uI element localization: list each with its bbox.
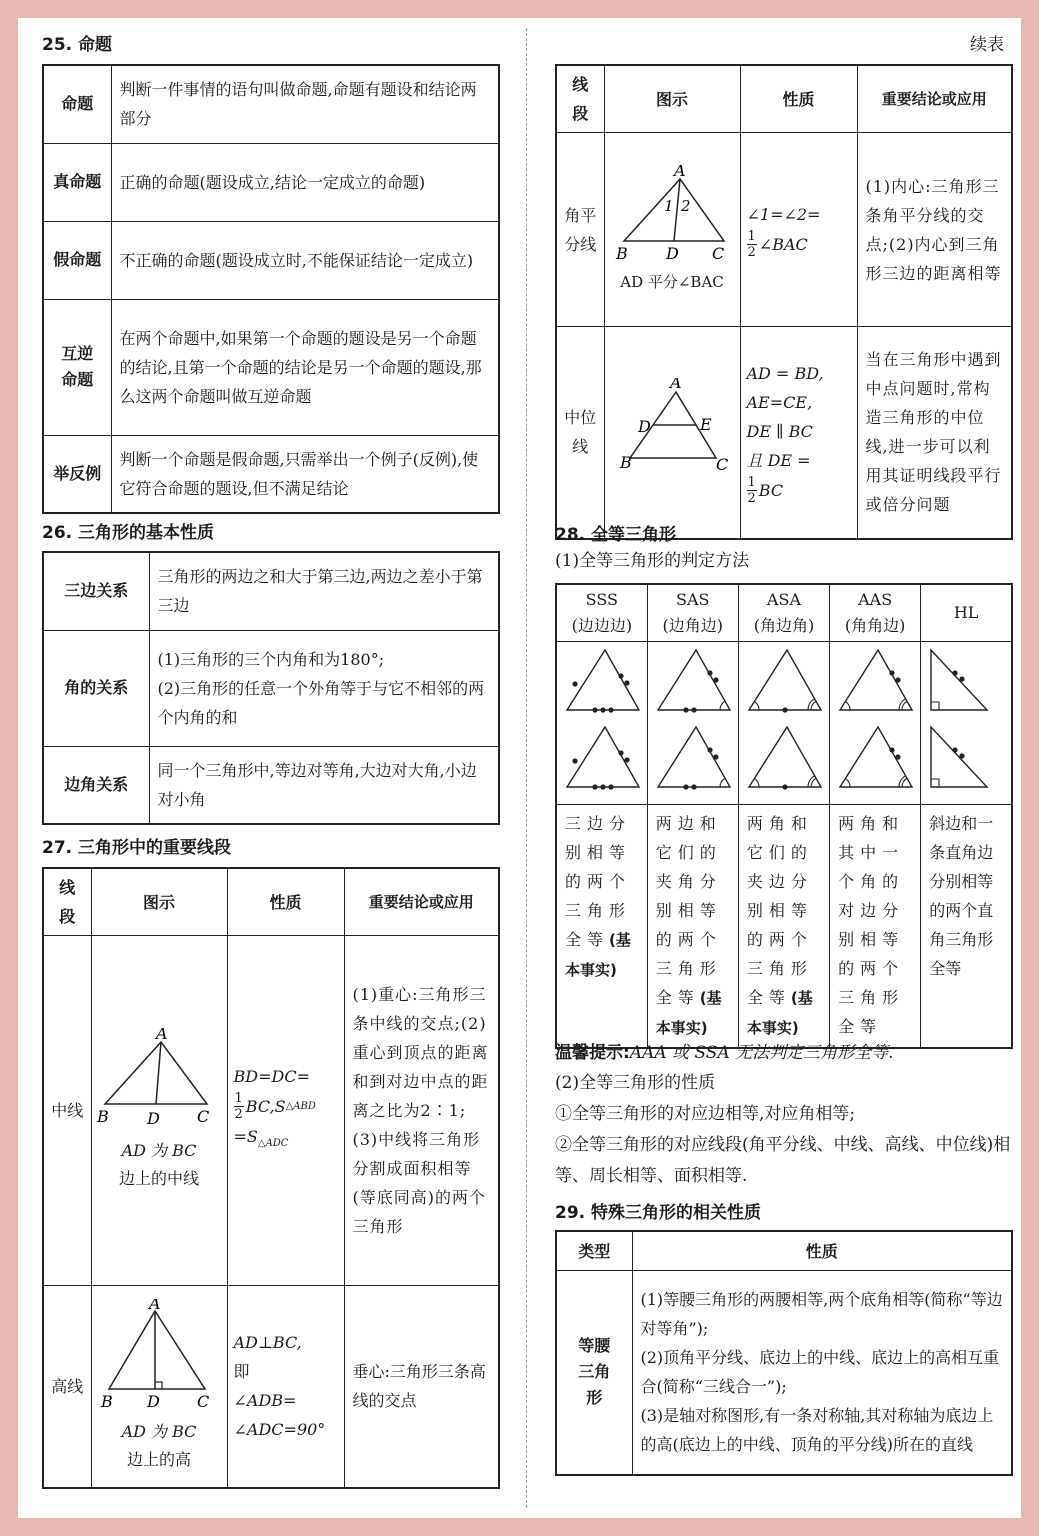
svg-text:A: A: [674, 165, 686, 180]
def-side-relation: 三角形的两边之和大于第三边,两边之差小于第三边: [149, 552, 499, 630]
criterion-name: ASA: [766, 590, 801, 609]
criterion-triangle-2: [834, 723, 916, 791]
midline-prop-5: BC: [758, 480, 784, 500]
svg-text:C: C: [197, 1391, 210, 1409]
def-counterexample: 判断一个命题是假命题,只需举出一个例子(反例),使它符合命题的题设,但不满足结论: [111, 435, 499, 513]
congruence-properties-subtitle: (2)全等三角形的性质: [555, 1073, 716, 1093]
altitude-prop-2: 即: [233, 1362, 250, 1382]
svg-text:A: A: [670, 377, 682, 392]
midline-prop-1: AD = BD,: [746, 363, 824, 383]
altitude-prop-3: ∠ADB=: [233, 1391, 297, 1411]
conclusion-angle-bisector: (1)内心:三角形三条角平分线的交点;(2)内心到三角形三边的距离相等: [857, 133, 1012, 327]
criterion-header-sss: [556, 584, 647, 642]
congruence-property-2: ②全等三角形的对应线段(角平分线、中线、高线、中位线)相等、周长相等、面积相等.: [555, 1135, 1011, 1186]
section-25-title: 25. 命题: [42, 35, 113, 55]
table-propositions: [42, 64, 500, 514]
criterion-header-aas: [830, 584, 921, 642]
criterion-header-hl: [921, 584, 1012, 642]
bisector-prop-1: ∠1=∠2=: [746, 204, 821, 224]
svg-text:D: D: [638, 416, 651, 436]
def-converse-proposition: 在两个命题中,如果第一个命题的题设是另一个命题的结论,且第一个命题的结论是另一个命题的题设,那么这两个命题叫做互逆命题: [111, 299, 499, 435]
conclusion-midline: 当在三角形中遇到中点问题时,常构造三角形的中位线,进一步可以利用其证明线段平行或倍分问题: [857, 327, 1012, 539]
criterion-triangle-1: [652, 646, 734, 714]
congruence-property-1: ①全等三角形的对应边相等,对应角相等;: [555, 1104, 856, 1124]
property-angle-bisector: ∠1=∠2= 1 2 ∠BAC: [740, 133, 857, 327]
header-segment: 线段: [556, 65, 604, 133]
section-28-title: 28. 全等三角形: [555, 525, 677, 545]
table-triangle-properties: [42, 551, 500, 825]
property-altitude: [227, 1286, 344, 1488]
altitude-caption-1: AD 为 BC: [121, 1421, 197, 1441]
figure-median: [91, 936, 227, 1286]
criterion-text: 两角和它们的夹边分别相等的两个三角形全等: [746, 814, 813, 1007]
criterion-name: AAS: [858, 590, 893, 609]
angle-bisector-caption: AD 平分∠BAC: [620, 273, 724, 291]
term-counterexample: 举反例: [43, 435, 111, 513]
criterion-description-sss: [556, 805, 647, 1049]
criterion-triangle-1: [561, 646, 643, 714]
criterion-figure-hl: [921, 642, 1012, 805]
criterion-description-sas: [647, 805, 738, 1049]
header-type: 类型: [556, 1231, 632, 1271]
header-conclusion: 重要结论或应用: [344, 868, 499, 936]
segment-altitude: 高线: [43, 1286, 91, 1488]
median-caption-1: AD 为 BC: [121, 1141, 197, 1160]
criterion-triangle-2: [925, 723, 1007, 791]
criterion-header-asa: [738, 584, 829, 642]
segment-midline: 中位线: [556, 327, 604, 539]
def-true-proposition: 正确的命题(题设成立,结论一定成立的命题): [111, 143, 499, 221]
def-proposition: 判断一件事情的语句叫做命题,命题有题设和结论两部分: [111, 65, 499, 143]
svg-text:E: E: [700, 414, 712, 434]
warm-tip: [555, 1038, 894, 1069]
criterion-triangle-2: [561, 723, 643, 791]
altitude-prop-4: ∠ADC=90°: [233, 1420, 326, 1440]
svg-text:C: C: [712, 244, 725, 261]
criterion-text: 两边和它们的夹角分别相等的两个三角形全等: [655, 814, 722, 1007]
median-prop-1: BD=DC=: [233, 1067, 310, 1087]
table-important-segments: [42, 867, 500, 1489]
conclusion-altitude: 垂心:三角形三条高线的交点: [344, 1286, 499, 1488]
header-property: 性质: [227, 868, 344, 936]
criterion-text: 两角和其中一个角的对边分别相等的两个三角形全等: [838, 814, 905, 1036]
figure-altitude: [91, 1286, 227, 1488]
table-important-segments-continued: [555, 64, 1013, 540]
term-isosceles-triangle: 等腰三角形: [556, 1271, 632, 1475]
term-converse-proposition: 互逆命题: [43, 299, 111, 435]
segment-angle-bisector: 角平分线: [556, 133, 604, 327]
page: [18, 18, 1021, 1518]
criterion-name: HL: [953, 603, 979, 622]
property-midline: AD = BD, AE=CE, DE ∥ BC 且 DE = 1 2 BC: [740, 327, 857, 539]
svg-text:B: B: [620, 452, 632, 472]
svg-text:B: B: [616, 244, 628, 261]
header-figure: 图示: [91, 868, 227, 936]
criterion-chinese-name: (边边边): [571, 616, 633, 635]
term-side-angle-relation: 边角关系: [43, 746, 149, 824]
bisector-prop-2: ∠BAC: [758, 234, 808, 254]
criterion-tag: (基本事实): [746, 989, 813, 1037]
property-median: BD=DC= 1 2 BC,S △ABD $=S_{\triangle ADC}$: [227, 936, 344, 1286]
continued-label: 续表: [970, 35, 1004, 55]
segment-median: 中线: [43, 936, 91, 1286]
figure-midline: [604, 327, 740, 539]
criterion-figure-sas: [647, 642, 738, 805]
table-congruence-criteria: [555, 583, 1013, 1049]
svg-text:2: 2: [681, 197, 691, 215]
criterion-triangle-2: [743, 723, 825, 791]
term-false-proposition: 假命题: [43, 221, 111, 299]
criterion-text: 三边分别相等的两个三角形全等: [565, 814, 632, 949]
term-side-relation: 三边关系: [43, 552, 149, 630]
figure-angle-bisector: [604, 133, 740, 327]
angle-bisector-diagram: [608, 165, 736, 261]
criterion-chinese-name: (边角边): [662, 616, 724, 635]
warm-tip-label: 温馨提示:: [555, 1043, 630, 1063]
congruence-criteria-subtitle: (1)全等三角形的判定方法: [555, 551, 750, 571]
criterion-figure-sss: [556, 642, 647, 805]
midline-triangle-diagram: [608, 378, 736, 478]
criterion-text: 斜边和一条直角边分别相等的两个直角三角形全等: [929, 814, 994, 978]
svg-text:A: A: [149, 1298, 161, 1313]
altitude-prop-1: AD⊥BC,: [233, 1333, 302, 1353]
svg-text:D: D: [666, 244, 679, 261]
criterion-chinese-name: (角角边): [844, 616, 906, 635]
median-caption-2: 边上的中线: [118, 1169, 199, 1188]
altitude-triangle-diagram: [95, 1299, 223, 1409]
section-29-title: 29. 特殊三角形的相关性质: [555, 1203, 762, 1223]
altitude-caption-2: 边上的高: [126, 1449, 191, 1469]
term-angle-relation: 角的关系: [43, 630, 149, 746]
criterion-triangle-1: [834, 646, 916, 714]
isosceles-prop-2: (2)顶角平分线、底边上的中线、底边上的高相互重合(简称“三线合一”);: [640, 1348, 1000, 1397]
svg-text:1: 1: [664, 197, 674, 215]
def-angle-relation: [149, 630, 499, 746]
svg-text:D: D: [147, 1109, 160, 1128]
criterion-figure-aas: [830, 642, 921, 805]
criterion-description-asa: [738, 805, 829, 1049]
header-conclusion: 重要结论或应用: [857, 65, 1012, 133]
criterion-description-aas: [830, 805, 921, 1049]
exterior-angle-text: (2)三角形的任意一个外角等于与它不相邻的两个内角的和: [157, 678, 485, 727]
midline-prop-2: AE=CE,: [746, 392, 813, 412]
criterion-triangle-1: [743, 646, 825, 714]
table-special-triangles: [555, 1230, 1013, 1476]
isosceles-prop-3: (3)是轴对称图形,有一条对称轴,其对称轴为底边上的高(底边上的中线、顶角的平分线)所在的直线: [640, 1406, 994, 1455]
criterion-header-sas: [647, 584, 738, 642]
median-prop-2: BC,S: [245, 1097, 286, 1117]
criterion-triangle-2: [652, 723, 734, 791]
svg-text:B: B: [97, 1107, 109, 1126]
criterion-name: SSS: [585, 590, 618, 609]
median-prop-3: =S: [233, 1127, 258, 1147]
criterion-name: SAS: [676, 590, 710, 609]
median-triangle-diagram: [95, 1028, 223, 1128]
def-false-proposition: 不正确的命题(题设成立时,不能保证结论一定成立): [111, 221, 499, 299]
criterion-figure-asa: [738, 642, 829, 805]
header-segment: 线段: [43, 868, 91, 936]
svg-text:C: C: [716, 454, 729, 474]
svg-text:D: D: [147, 1391, 160, 1409]
angle-sum-text: (1)三角形的三个内角和为180°;: [157, 649, 385, 669]
criterion-description-hl: [921, 805, 1012, 1049]
def-side-angle-relation: 同一个三角形中,等边对等角,大边对大角,小边对小角: [149, 746, 499, 824]
svg-text:C: C: [197, 1107, 210, 1126]
def-isosceles-triangle: [632, 1271, 1012, 1475]
midline-prop-3: DE ∥ BC: [746, 421, 813, 441]
section-27-title: 27. 三角形中的重要线段: [42, 838, 232, 858]
isosceles-prop-1: (1)等腰三角形的两腰相等,两个底角相等(简称“等边对等角”);: [640, 1290, 1003, 1339]
term-true-proposition: 真命题: [43, 143, 111, 221]
header-figure: 图示: [604, 65, 740, 133]
criterion-tag: (基本事实): [565, 931, 631, 979]
section-26-title: 26. 三角形的基本性质: [42, 523, 215, 543]
svg-text:A: A: [156, 1028, 168, 1043]
column-divider: [526, 28, 527, 1508]
criterion-chinese-name: (角边角): [753, 616, 815, 635]
header-property: 性质: [740, 65, 857, 133]
warm-tip-text: AAA 或 SSA 无法判定三角形全等.: [629, 1043, 894, 1063]
svg-text:B: B: [101, 1391, 113, 1409]
criterion-triangle-1: [925, 646, 1007, 714]
conclusion-median: (1)重心:三角形三条中线的交点;(2)重心到顶点的距离和到对边中点的距离之比为2∶1;(3)中线将三角形分割成面积相等(等底同高)的两个三角形: [344, 936, 499, 1286]
criterion-tag: (基本事实): [655, 989, 722, 1037]
term-proposition: 命题: [43, 65, 111, 143]
midline-prop-4: 且 DE =: [746, 450, 811, 470]
header-properties: 性质: [632, 1231, 1012, 1271]
